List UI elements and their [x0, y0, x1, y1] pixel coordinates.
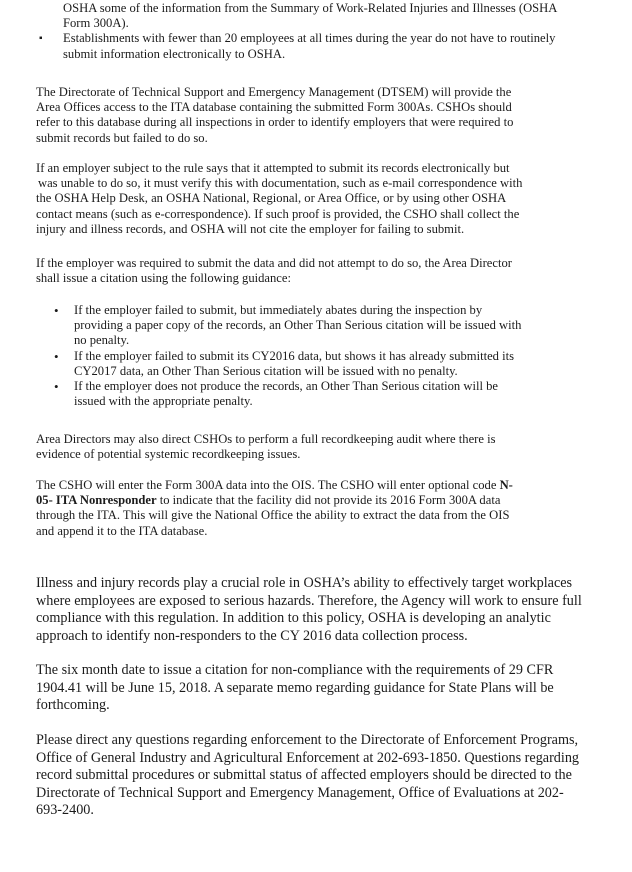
paragraph-line: refer to this database during all inspections in order to identify employers that were required to: [36, 115, 514, 130]
paragraph-line: forthcoming.: [36, 697, 110, 714]
paragraph-line: 1904.41 will be June 15, 2018. A separate memo regarding guidance for State Plans will be: [36, 679, 554, 696]
paragraph-line: If the employer was required to submit the data and did not attempt to do so, the Area Director: [36, 256, 512, 270]
paragraph-line: shall issue a citation using the following guidance:: [36, 271, 291, 286]
paragraph-line: Please direct any questions regarding enforcement to the Directorate of Enforcement Programs,: [36, 732, 579, 748]
option-code: N-: [499, 478, 513, 492]
paragraph-line: through the ITA. This will give the National Office the ability to extract the data from the OIS: [36, 508, 510, 523]
paragraph-audit: [36, 432, 496, 462]
top-bullet-list: [36, 1, 596, 62]
paragraph-line: Area Directors may also direct CSHOs to perform a full recordkeeping audit where there is: [36, 432, 496, 446]
paragraph-line: Establishments with fewer than 20 employees at all times during the year do not have to routinely: [63, 31, 556, 46]
paragraph-questions: [36, 732, 579, 820]
paragraph-line: and append it to the ITA database.: [36, 523, 208, 538]
paragraph-line: The Directorate of Technical Support and Emergency Management (DTSEM) will provide the: [36, 85, 512, 99]
paragraph-line: no penalty.: [74, 333, 130, 348]
square-bullet-icon: ▪: [39, 33, 43, 45]
paragraph-line: If the employer failed to submit its CY2016 data, but shows it has already submitted its: [74, 348, 515, 363]
paragraph-citation-date: [36, 662, 554, 715]
paragraph-line: submit information electronically to OSHA.: [63, 46, 286, 61]
guidance-item: [54, 379, 521, 409]
guidance-list: [54, 303, 521, 409]
text-segment: The CSHO will enter the Form 300A data into the OIS. The CSHO will enter optional code: [36, 478, 500, 492]
paragraph-line: issued with the appropriate penalty.: [74, 394, 253, 409]
paragraph-line: CY2017 data, an Other Than Serious citation will be issued with no penalty.: [74, 363, 458, 378]
paragraph-records-importance: [36, 575, 582, 645]
paragraph-line: Area Offices access to the ITA database containing the submitted Form 300As. CSHOs should: [36, 100, 512, 115]
paragraph-line: contact means (such as e-correspondence). If such proof is provided, the CSHO shall collect the: [36, 206, 520, 221]
guidance-item: [54, 303, 521, 349]
paragraph-required-to-submit: [36, 256, 512, 286]
paragraph-line: Office of General Industry and Agricultural Enforcement at 202-693-1850. Questions regarding: [36, 749, 580, 766]
paragraph-line: Directorate of Technical Support and Emergency Management, Office of Evaluations at 202-: [36, 784, 564, 801]
paragraph-line: The six month date to issue a citation for non-compliance with the requirements of 29 CFR: [36, 662, 554, 678]
paragraph-line: was unable to do so, it must verify this with documentation, such as e-mail correspondence with: [38, 176, 523, 191]
paragraph-ois: [36, 478, 513, 539]
paragraph-line: providing a paper copy of the records, an Other Than Serious citation will be issued with: [74, 318, 522, 333]
paragraph-dtsem: [36, 85, 513, 146]
paragraph-line: If the employer failed to submit, but immediately abates during the inspection by: [74, 303, 483, 317]
paragraph-line: If an employer subject to the rule says that it attempted to submit its records electronically but: [36, 161, 510, 175]
paragraph-line: compliance with this regulation. In addition to this policy, OSHA is developing an analytic: [36, 610, 551, 627]
bullet-icon: •: [54, 303, 59, 318]
paragraph-line: [36, 493, 513, 508]
paragraph-line: record submittal procedures or submittal status of affected employers should be directed to the: [36, 767, 572, 784]
top-bullet-item: [36, 1, 596, 31]
paragraph-unable-to-submit: [36, 161, 522, 237]
paragraph-line: submit records but failed to do so.: [36, 130, 208, 145]
paragraph-line: injury and illness records, and OSHA will not cite the employer for failing to submit.: [36, 221, 465, 236]
paragraph-line: approach to identify non-responders to the CY 2016 data collection process.: [36, 627, 468, 644]
paragraph-line: where employees are exposed to serious hazards. Therefore, the Agency will work to ensure full: [36, 592, 582, 609]
paragraph-line: the OSHA Help Desk, an OSHA National, Regional, or Area Office, or by using other OSHA: [36, 191, 507, 206]
option-code: 05- ITA Nonresponder: [36, 493, 157, 508]
guidance-item: [54, 349, 521, 379]
paragraph-line: Illness and injury records play a crucial role in OSHA’s ability to effectively target workplaces: [36, 575, 573, 591]
paragraph-line: Form 300A).: [63, 16, 129, 31]
bullet-icon: •: [54, 348, 59, 364]
top-bullet-item: [36, 31, 596, 61]
bullet-icon: •: [54, 379, 59, 395]
paragraph-line: evidence of potential systemic recordkeeping issues.: [36, 447, 301, 462]
text-segment: to indicate that the facility did not provide its 2016 Form 300A data: [156, 493, 501, 508]
paragraph-line: OSHA some of the information from the Summary of Work-Related Injuries and Illnesses (OSHA: [63, 1, 558, 15]
paragraph-line: If the employer does not produce the records, an Other Than Serious citation will be: [74, 379, 498, 394]
paragraph-line: 693-2400.: [36, 802, 94, 819]
paragraph-line: [36, 478, 513, 493]
